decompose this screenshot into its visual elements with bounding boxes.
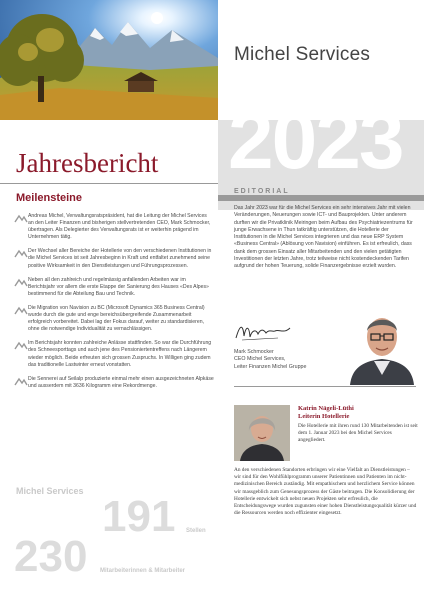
stat-positions-label: Stellen — [186, 528, 206, 534]
title-divider — [0, 183, 218, 184]
signer-block — [234, 349, 306, 371]
hotellerie-lead-name: Katrin Nägeli-Lüthi — [298, 405, 354, 412]
hotellerie-lead-role: Leiterin Hotellerie — [298, 413, 350, 420]
milestone-text: Andreas Michel, Verwaltungsratspräsident, hat die Leitung der Michel Services an den Leiter Finanzen und bisherigen stellvertretenden CEO, Mark Schmocker, übertragen. Als Delegierter des Verwaltungsrats ist er weiterhin prägend im Unternehmen tätig. — [28, 213, 211, 241]
stat-employees-label: Mitarbeiterinnen & Mitarbeiter — [100, 568, 186, 574]
mountain-icon — [14, 306, 28, 315]
editorial-text: Das Jahr 2023 war für die Michel Services ein sehr intensives Jahr mit vielen Veränderungen, Neuerungen sowie ICT- und Bauprojekten. Unter anderem durften wir die Privatklinik Meiringen beim Aufbau des Psychiatriezentrums für junge Erwachsene in Thun tatkräftig unterstützen, die Hotellerie der Institutionen in die Michel Services integrieren und das neue ERP System «Business Central» (Ablösung von Navision) einführen. Es ist erfreulich, dass dank dem grossen Einsatz aller Mitarbeitenden und den vielen getätigten Investitionen der letzten Jahre, trotz teilweise nicht kostendeckenden Tarifen aufgrund der hohen Teuerung, solide Finanzergebnisse erzielt wurden. — [234, 205, 413, 270]
mountain-icon — [14, 377, 28, 386]
milestone-item — [14, 340, 214, 368]
brand-name: Michel Services — [234, 44, 371, 65]
milestones-list — [14, 213, 214, 397]
stat-employees-value: 230 — [14, 532, 88, 581]
signer-role-2: Leiter Finanzen Michel Gruppe — [234, 363, 307, 370]
milestone-text: Die Migration von Navision zu BC (Microsoft Dynamics 365 Business Central) wurde durch die gute und enge bereichsübergreifende Zusammenarbeit erfolgreich vorbereitet. Dabei lag der Fokus darauf, weiter zu standardisieren, ohne die notwendige Individualität zu vernachlässigen. — [28, 304, 205, 333]
mountain-icon — [14, 214, 28, 223]
milestones-heading: Meilensteine — [16, 192, 83, 204]
stat-positions-value: 191 — [102, 492, 176, 541]
milestone-text: Der Wechsel aller Bereiche der Hotellerie von den verschiedenen Institutionen in die Michel Services ist seit Jahresbeginn in Kraft und entfaltet zunehmend seine positive Wirksamkeit in den Dienstleistungen und Führungsprozessen. — [28, 248, 212, 269]
signer-role: CEO Michel Services, — [234, 356, 286, 363]
milestone-text: Die Sennerei auf Seilalp produzierte einmal mehr einen ausgezeichneten Alpkäse und ausserdem mit 3636 Kilogramm eine Rekordmenge. — [28, 375, 214, 389]
editorial-label: EDITORIAL — [234, 188, 290, 195]
milestone-item — [14, 248, 214, 269]
mountain-icon — [14, 341, 28, 350]
milestone-item — [14, 305, 214, 333]
ceo-portrait — [346, 303, 418, 385]
milestone-text: Im Berichtsjahr konnten zahlreiche Anlässe stattfinden. So war die Durchführung des Schneesporttags und auch jene des Pensioniertentreffens nach Längerem wieder möglich. Beide erfreuten sich grossen Zuspruchs. In Willigen ging zudem das traditionelle Lastwinter erneut vonstatten. — [28, 340, 212, 368]
hotellerie-lead-info — [298, 405, 354, 421]
hero-mountain-photo — [0, 0, 218, 120]
band-divider — [218, 195, 424, 201]
section-divider — [234, 386, 416, 387]
milestone-text: Neben all den zahlreich und regelmässig anfallenden Arbeiten war im Berichtsjahr vor allem die erste Etappe der Sanierung des Hauses «Des Alpes» bestimmend für die Abteilung Bau und Technik. — [28, 276, 209, 297]
milestone-item — [14, 376, 214, 390]
hotellerie-lead-portrait — [234, 405, 290, 461]
signer-name: Mark Schmocker — [234, 349, 274, 355]
hotellerie-body: An den verschiedenen Standorten erbringen wir eine Vielfalt an Dienstleistungen – wir sind für den Wohlfühlprogramm unserer Patientinnen und Patienten im nicht-medizinischen Bereich zuständig. Mit empathischem und herzlichem Service können wir massgeblich zum Genesungsprozess der Gäste beitragen. Die Konsolidierung der Hotellerie entwickelt sich nebst neuen Projekten sehr erfreulich, die Entscheidungswege wurden zugunsten einer hohen Dienstleistungsqualität kürzer und die Ressourcen werden noch effizienter eingesetzt. — [234, 467, 417, 517]
milestone-item — [14, 213, 214, 241]
stats-heading: Michel Services — [16, 486, 84, 496]
mountain-icon — [14, 278, 28, 287]
hotellerie-intro: Die Hotellerie mit ihren rund 130 Mitarbeitenden ist seit dem 1. Januar 2023 bei den Michel Services angegliedert. — [298, 423, 418, 444]
page-title: Jahresbericht — [16, 148, 159, 178]
signature — [234, 320, 294, 344]
milestone-item — [14, 277, 214, 298]
mountain-icon — [14, 249, 28, 258]
report-year: 2023 — [228, 95, 403, 186]
